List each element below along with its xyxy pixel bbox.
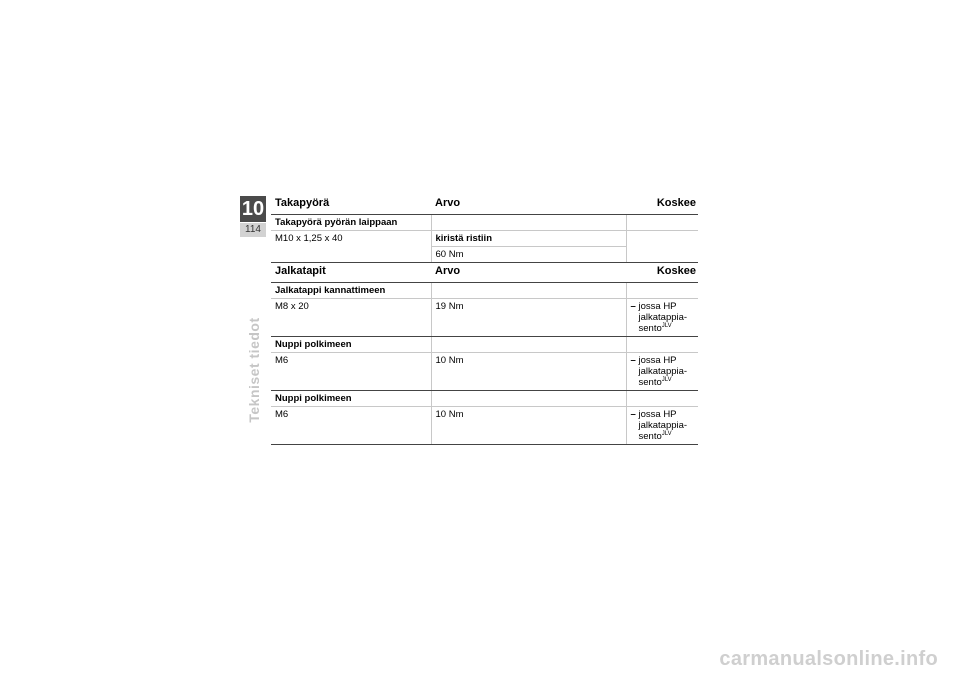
page-number: 114	[240, 223, 266, 237]
bolt-spec: M10 x 1,25 x 40	[271, 231, 431, 263]
applies-note: – jossa HP jalkatappia- sento$^{JLV}$	[626, 407, 698, 445]
empty-cell	[431, 337, 626, 353]
group-title: Jalkatappi kannattimeen	[271, 283, 431, 299]
torque-value: 10 Nm	[431, 353, 626, 391]
chapter-number: 10	[241, 198, 265, 220]
empty-cell	[626, 283, 698, 299]
dash-bullet: –	[630, 355, 636, 366]
applies-note: – jossa HP jalkatappia- sento$^{JLV}$	[626, 353, 698, 391]
column-header-applies: Koskee	[626, 260, 698, 283]
table-row	[271, 337, 698, 353]
table-row	[271, 407, 698, 445]
empty-cell	[626, 215, 698, 231]
dash-bullet: –	[630, 301, 636, 312]
table-header-row	[271, 192, 698, 215]
column-header-applies: Koskee	[626, 192, 698, 215]
empty-cell	[431, 283, 626, 299]
option-code: JLV	[661, 376, 672, 383]
torque-value: 60 Nm	[431, 247, 626, 263]
table-row	[271, 391, 698, 407]
bolt-spec: M8 x 20	[271, 299, 431, 337]
applies-cell	[626, 231, 698, 263]
table-row	[271, 283, 698, 299]
group-title: Nuppi polkimeen	[271, 391, 431, 407]
table-row	[271, 215, 698, 231]
empty-cell	[431, 215, 626, 231]
dash-bullet: –	[630, 409, 636, 420]
option-code: JLV	[661, 430, 672, 437]
column-header-value: Arvo	[431, 192, 626, 215]
chapter-side-title: Tekniset tiedot	[246, 317, 262, 423]
group-title: Nuppi polkimeen	[271, 337, 431, 353]
applies-note: – jossa HP jalkatappia- sento$^{JLV}$	[626, 299, 698, 337]
empty-cell	[626, 391, 698, 407]
watermark: carmanualsonline.info	[719, 648, 938, 670]
column-header-component: Takapyörä	[271, 192, 431, 215]
table-row	[271, 353, 698, 391]
option-code: JLV	[661, 322, 672, 329]
rear-wheel-table	[271, 192, 698, 263]
empty-cell	[431, 391, 626, 407]
column-header-component: Jalkatapit	[271, 260, 431, 283]
bolt-spec: M6	[271, 353, 431, 391]
bolt-spec: M6	[271, 407, 431, 445]
torque-value: 19 Nm	[431, 299, 626, 337]
empty-cell	[626, 337, 698, 353]
table-header-row	[271, 260, 698, 283]
footrests-table	[271, 260, 698, 445]
chapter-tab	[240, 196, 266, 237]
torque-value: 10 Nm	[431, 407, 626, 445]
table-row	[271, 231, 698, 247]
instruction-cell: kiristä ristiin	[431, 231, 626, 247]
table-row	[271, 299, 698, 337]
column-header-value: Arvo	[431, 260, 626, 283]
group-title: Takapyörä pyörän laippaan	[271, 215, 431, 231]
